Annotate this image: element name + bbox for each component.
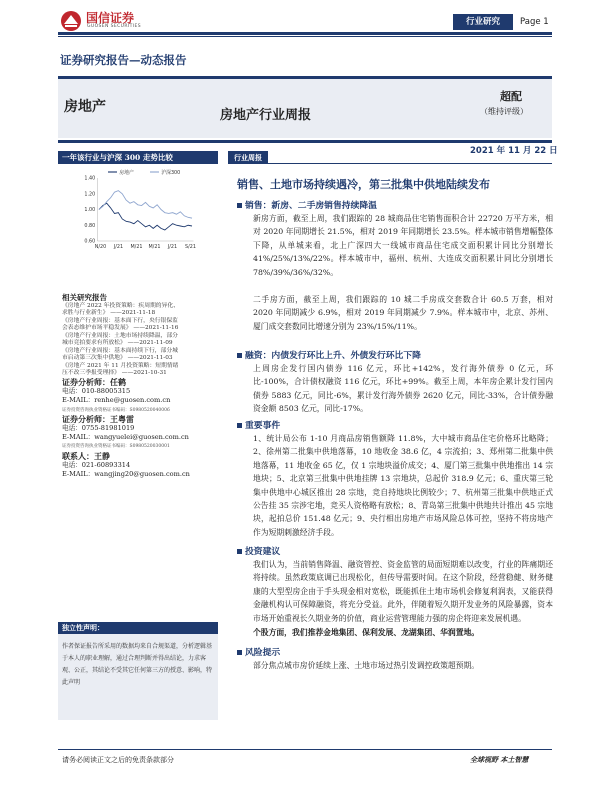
footer-disclaimer: 请务必阅读正文之后的免责条款部分 <box>62 756 174 764</box>
analyst-1-cert: 证券投资咨询执业资格证书编码：S0980520040006 <box>62 407 170 413</box>
header-divider-thin <box>58 36 552 37</box>
section-events-title: 重要事件 <box>237 418 280 431</box>
section-advice-p1: 我们认为，当前销售降温、融资管控、资金监管的局面短期难以改变，行业的阵痛期还将持续。虽然政策底调已出现松化，但传导需要时间。在这个阶段，经营稳健、财务健康的大型型房企由于手头现金相对宽松，既能抓住土地市场机会修复利润表，又能获得金融机构认可保障融资，将充分受益。此外，伴随着短久期开发业务的风险暴露，资本市场开始重视长久期业务的价值，商业运营管理能力强的房企将迎来发展机遇。 <box>253 560 553 623</box>
logo-mark-icon <box>60 10 82 32</box>
logo-name: 国信证券 <box>86 11 135 25</box>
section-sales-p2: 二手房方面，截至上周，我们跟踪的 10 城二手房成交套数合计 60.5 万套，相对 2020 年同期减少 6.9%，相对 2019 年同期减少 7.9%。样本城市中，北京、苏州、厦门成交套数同比增速分别为 23%/15%/11%。 <box>253 295 553 331</box>
x-tick-label: N/20 <box>94 243 107 250</box>
related-line: 《房地产 2021 年 11 月投资策略：短期情绪 <box>62 363 179 369</box>
y-tick-label: 1.00 <box>84 207 96 213</box>
legend-label: 房地产 <box>119 169 134 176</box>
section-financing-p1: 上周房企发行国内债券 116 亿元，环比+142%，发行海外债券 0 亿元，环比-100%，合计债权融资 116 亿元，环比+99%。截至上周，本年房企累计发行国内债券 5883 亿元，同比-6%，累计发行海外债券 2620 亿元，同比-33%，合计债券融资金额 8503 亿元，同比-17%。 <box>253 364 553 414</box>
footer-slogan: 全球视野 本土智慧 <box>470 755 529 764</box>
x-tick-label: J/21 <box>167 243 178 250</box>
disclaimer-heading: 独立性声明： <box>58 622 218 634</box>
related-line: 《房地产行业周报：基本面下行，央行银保监 <box>62 318 178 324</box>
page-number: Page 1 <box>520 17 549 27</box>
related-line: 求胜与行业新生》 ——2021-11-18 <box>62 310 156 316</box>
rating-note: （维持评级） <box>480 107 528 116</box>
section-events-p1: 1、统计局公布 1-10 月商品房销售额降 11.8%，大中城市商品住宅价格环比略降；2、徐州第二批集中供地落幕，10 地收金 38.6 亿，4 宗流拍；3、郑州第二批集中供地落幕，11 地收金 65 亿，仅 1 宗地块溢价成交；4、厦门第三批集中供地推出 14 宗地块；5、北京第三批集中供地挂牌 13 宗地块，总起价 318.9 亿元；6、重庆第三轮集中供地中心城区推出 28 宗地，竞自持地块比例较少；7、杭州第三批集中供地正式公告挂 35 宗涉宅地，竞买人资格略有放松；8、青岛第三批集中供地共计推出 45 宗地块，起拍总价 151.48 亿元；9、央行相出房地产市场风险总体可控，坚持不将房地产作为短期刺激经济手段。 <box>253 434 553 537</box>
x-tick-label: J/21 <box>113 243 124 250</box>
x-tick-label: M/21 <box>148 243 161 250</box>
header-tag: 行业研究 <box>453 14 513 30</box>
contact-name: 联系人：王静 <box>62 450 110 461</box>
section-risk-title: 风险提示 <box>237 645 280 658</box>
trend-chart <box>58 166 218 256</box>
related-line: 《房地产 2022 年投资策略：疾周期的异化、 <box>62 303 179 309</box>
y-tick-label: 1.20 <box>84 191 96 198</box>
section-risk-p1: 部分焦点城市房价延续上涨、土地市场过热引发调控政策超预期。 <box>253 661 480 670</box>
analyst-2-email[interactable]: E-MAIL：wangyuelei@guosen.com.cn <box>62 433 189 442</box>
analyst-2-cert: 证券投资咨询执业资格证书编码：S0980520030001 <box>62 444 170 450</box>
section-advice-p2: 个股方面，我们推荐金地集团、保利发展、龙湖集团、华润置地。 <box>253 628 480 637</box>
related-line: 城市竞拍要求有所放松》 ——2021-11-09 <box>62 340 173 346</box>
section-financing-title: 融资：内债发行环比上升、外债发行环比下降 <box>237 348 421 361</box>
y-tick-label: 1.40 <box>84 175 96 182</box>
legend-label: 沪深300 <box>161 169 181 176</box>
section-sales-title: 销售：新房、二手房销售持续降温 <box>237 198 377 211</box>
analyst-1-email[interactable]: E-MAIL：renhe@guosen.com.cn <box>62 396 171 405</box>
analyst-block <box>62 378 222 479</box>
date-divider <box>58 140 552 143</box>
series-line-hs300 <box>99 191 192 219</box>
logo-en: GUOSEN SECURITIES <box>87 24 141 29</box>
related-line: 《房地产行业周报：土地市场持续降温，部分 <box>62 333 178 339</box>
section-sales-p1: 新房方面，截至上周，我们跟踪的 28 城商品住宅销售面积合计 22720 万平方米，相对 2020 年同期增长 21.5%，相对 2019 年同期增长 23.5%。样本城市销售增幅整体下降，从单城来看，北上广深四大一线城市商品住宅成交面积累计同比分别增长 41%/25%/13%/22%。样本城市中，福州、杭州、大连成交面积累计同比分别增长 78%/39%/36%/32%。 <box>253 214 553 277</box>
x-tick-label: S/21 <box>185 243 196 250</box>
footer-divider <box>58 749 552 750</box>
report-title: 房地产行业周报 <box>220 108 312 123</box>
main-tag: 行业周报 <box>228 151 268 164</box>
series-line-real-estate <box>99 203 192 230</box>
main-tag-divider <box>228 163 552 164</box>
rating: 超配 <box>500 90 522 103</box>
analyst-2-name: 证券分析师：王粤雷 <box>62 413 134 424</box>
related-heading: 相关研究报告 <box>62 293 107 302</box>
contact-phone: 电话：021-60893314 <box>62 460 131 469</box>
logo <box>60 8 170 34</box>
x-tick-label: M/21 <box>130 243 143 250</box>
analyst-2-phone: 电话：0755-81981019 <box>62 424 135 433</box>
related-line: 市启动第三次集中供地》 ——2021-11-03 <box>62 355 173 361</box>
related-line: 压不改三季报受理择》 ——2021-10-31 <box>62 370 167 376</box>
analyst-1-name: 证券分析师：任鹤 <box>62 377 126 387</box>
sector-name: 房地产 <box>64 99 106 115</box>
analyst-1-phone: 电话：010-88005315 <box>62 387 131 396</box>
related-line: 《房地产行业周报：基本面持续下行，部分城 <box>62 348 178 354</box>
report-type: 证券研究报告—动态报告 <box>60 53 187 67</box>
related-line: 会表态维护市场平稳发展》 ——2021-11-16 <box>62 325 179 331</box>
y-tick-label: 0.60 <box>84 238 96 245</box>
chart-title: 一年该行业与沪深 300 走势比较 <box>58 151 218 164</box>
contact-email[interactable]: E-MAIL：wangjing20@guosen.com.cn <box>62 470 190 479</box>
y-tick-label: 0.80 <box>84 222 96 229</box>
headline: 销售、土地市场持续遇冷，第三批集中供地陆续发布 <box>237 178 490 191</box>
disclaimer-text: 作者保证报告所采用的数据均来自合规渠道，分析逻辑基于本人的职业理解，通过合理判断并得出结论，力求客观、公正，其结论不受其它任何第三方的授意、影响，特此声明 <box>62 643 213 686</box>
header-divider <box>58 32 552 35</box>
report-date: 2021 年 11 月 22 日 <box>470 146 558 156</box>
section-advice-title: 投资建议 <box>237 544 280 557</box>
